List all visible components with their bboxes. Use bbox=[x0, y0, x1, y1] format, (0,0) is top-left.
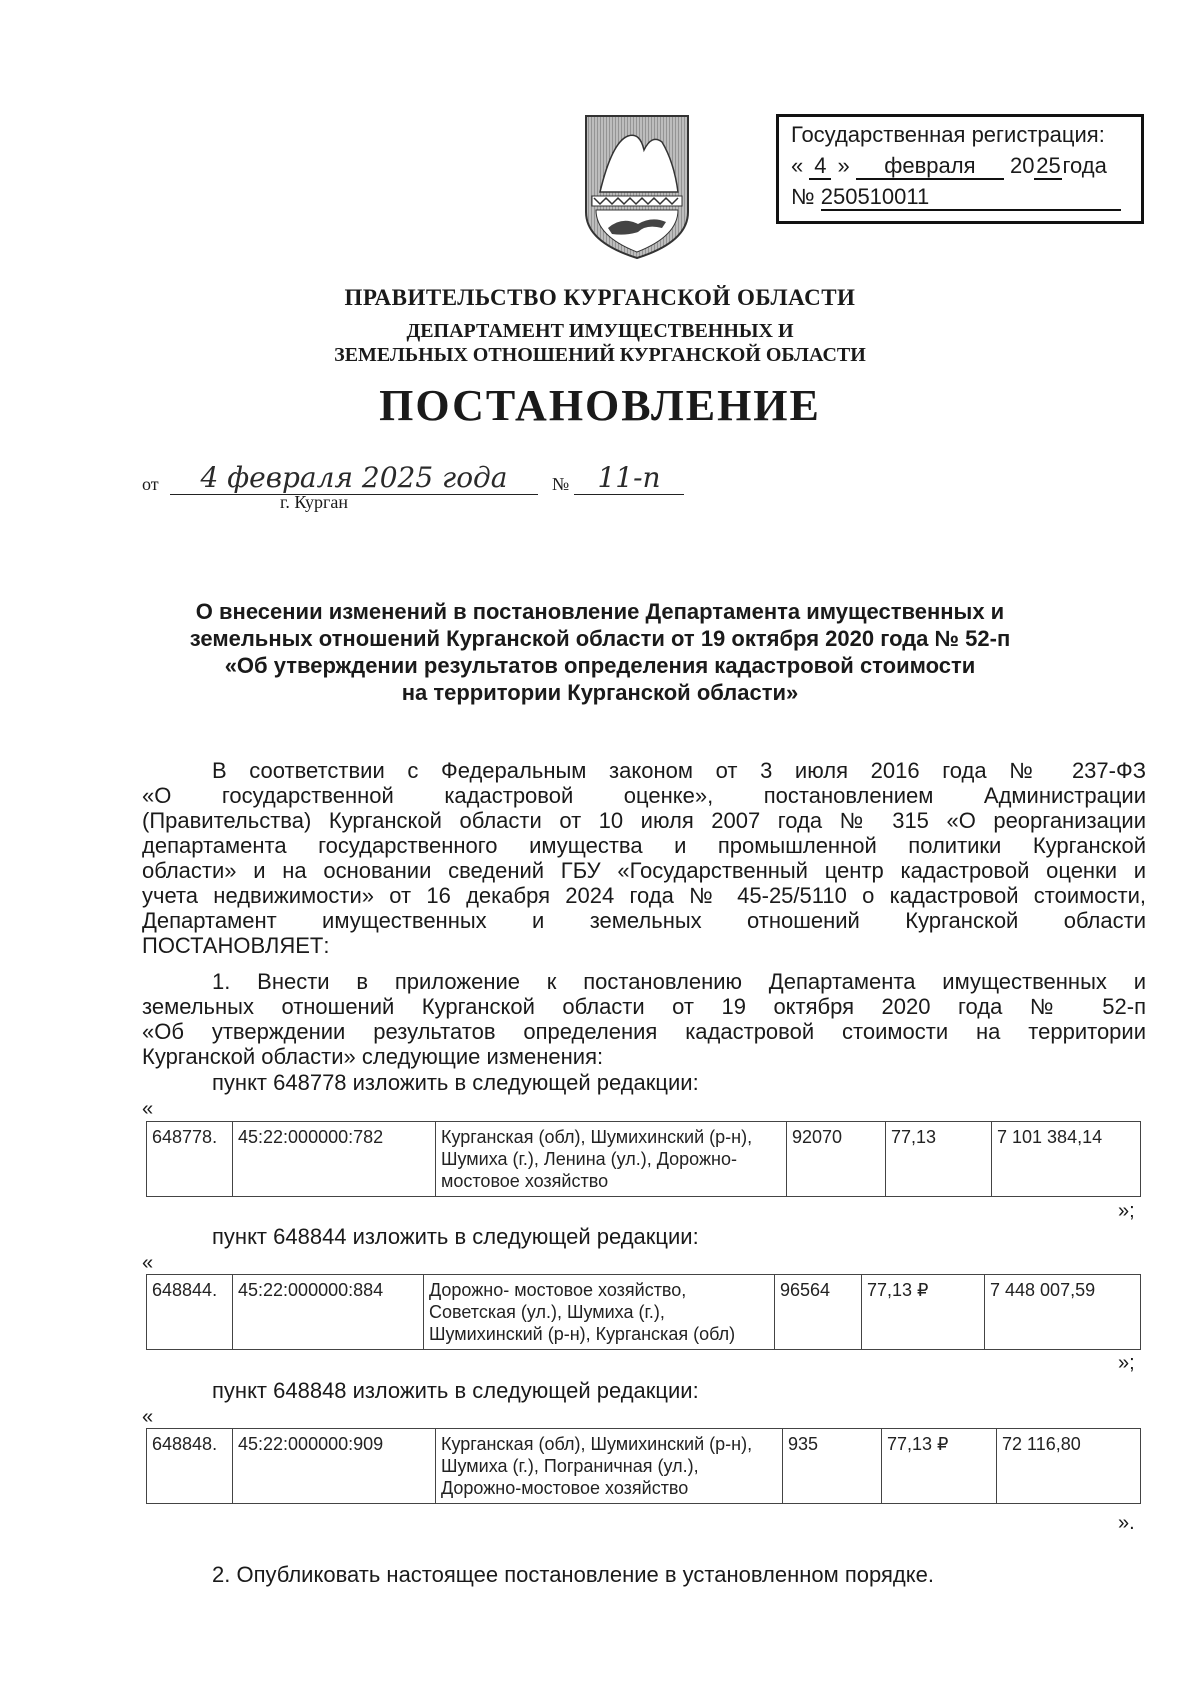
paragraph-line: ПОСТАНОВЛЯЕТ: bbox=[142, 933, 330, 958]
table-row bbox=[147, 1122, 1141, 1197]
paragraph-line: учета недвижимости» от 16 декабря 2024 года № 45-25/5110 о кадастровой стоимости, bbox=[142, 883, 1146, 908]
paragraph-line: Департамент имущественных и земельных отношений Курганской области bbox=[142, 908, 1146, 933]
subject-line: земельных отношений Курганской области от 19 октября 2020 года № 52-п bbox=[189, 626, 1011, 651]
registration-year-word: года bbox=[1062, 153, 1107, 178]
registration-year-suffix: 25 bbox=[1036, 153, 1061, 178]
subject-line: О внесении изменений в постановление Департамента имущественных и bbox=[195, 599, 1005, 624]
cell-cadastral-number: 45:22:000000:909 bbox=[233, 1429, 436, 1504]
paragraph-line: «О государственной кадастровой оценке», постановлением Администрации bbox=[142, 783, 1146, 808]
paragraph-line: Курганской области» следующие изменения: bbox=[142, 1044, 604, 1069]
close-quote: ». bbox=[1118, 1512, 1135, 1534]
coat-of-arms-emblem bbox=[582, 112, 692, 262]
resolution-item-1 bbox=[142, 969, 1146, 1069]
cell-address: Курганская (обл), Шумихинский (р-н), Шумиха (г.), Ленина (ул.), Дорожно- мостовое хозяйство bbox=[436, 1122, 787, 1197]
cell-address: Дорожно- мостовое хозяйство, Советская (ул.), Шумиха (г.), Шумихинский (р-н), Курганская (обл) bbox=[424, 1275, 775, 1350]
amendment-label: пункт 648844 изложить в следующей редакции: bbox=[212, 1224, 699, 1249]
cell-rate: 77,13 bbox=[886, 1122, 992, 1197]
cell-number: 648778. bbox=[147, 1122, 233, 1197]
amendment-label: пункт 648778 изложить в следующей редакции: bbox=[212, 1070, 699, 1095]
paragraph-line: (Правительства) Курганской области от 10 июля 2007 года № 315 «О реорганизации bbox=[142, 808, 1146, 833]
document-subject bbox=[0, 598, 1200, 706]
cell-number: 648848. bbox=[147, 1429, 233, 1504]
close-quote: »; bbox=[1118, 1352, 1135, 1374]
subject-line: на территории Курганской области» bbox=[401, 680, 799, 705]
date-prefix: от bbox=[142, 474, 159, 494]
paragraph-line: В соответствии с Федеральным законом от 3 июля 2016 года № 237-ФЗ bbox=[212, 758, 1146, 783]
cell-area: 935 bbox=[783, 1429, 882, 1504]
cell-area: 96564 bbox=[775, 1275, 862, 1350]
handwritten-number: 11-п bbox=[574, 462, 684, 495]
subject-line: «Об утверждении результатов определения кадастровой стоимости bbox=[224, 653, 976, 678]
number-prefix: № bbox=[552, 474, 570, 494]
cell-value: 72 116,80 bbox=[997, 1429, 1141, 1504]
registration-title: Государственная регистрация: bbox=[791, 122, 1105, 147]
department-name-line2: ЗЕМЕЛЬНЫХ ОТНОШЕНИЙ КУРГАНСКОЙ ОБЛАСТИ bbox=[334, 344, 866, 366]
open-quote: « bbox=[142, 1406, 154, 1428]
table-row bbox=[147, 1429, 1141, 1504]
paragraph-line: «Об утверждении результатов определения кадастровой стоимости на территории bbox=[142, 1019, 1146, 1044]
cell-cadastral-number: 45:22:000000:884 bbox=[233, 1275, 424, 1350]
paragraph-line: департамента государственного имущества и промышленной политики Курганской bbox=[142, 833, 1146, 858]
paragraph-line: 1. Внести в приложение к постановлению Департамента имущественных и bbox=[212, 969, 1146, 994]
cell-number: 648844. bbox=[147, 1275, 233, 1350]
table-row bbox=[147, 1275, 1141, 1350]
city: г. Курган bbox=[280, 492, 349, 512]
registration-month: февраля bbox=[856, 154, 1004, 180]
preamble-paragraph bbox=[142, 758, 1146, 958]
cadastral-table bbox=[146, 1274, 1141, 1350]
registration-number: 250510011 bbox=[821, 185, 1121, 211]
cadastral-table bbox=[146, 1428, 1141, 1504]
registration-day: 4 bbox=[809, 154, 831, 180]
registration-day-open: « bbox=[791, 153, 804, 178]
cell-cadastral-number: 45:22:000000:782 bbox=[233, 1122, 436, 1197]
registration-number-prefix: № bbox=[791, 184, 815, 209]
close-quote: »; bbox=[1118, 1200, 1135, 1222]
government-title: ПРАВИТЕЛЬСТВО КУРГАНСКОЙ ОБЛАСТИ bbox=[344, 285, 856, 310]
department-name-line1: ДЕПАРТАМЕНТ ИМУЩЕСТВЕННЫХ И bbox=[406, 320, 794, 342]
document-type-title: ПОСТАНОВЛЕНИЕ bbox=[379, 381, 821, 430]
paragraph-line: земельных отношений Курганской области от 19 октября 2020 года № 52-п bbox=[142, 994, 1146, 1019]
cell-value: 7 448 007,59 bbox=[985, 1275, 1141, 1350]
handwritten-date: 4 февраля 2025 года bbox=[170, 462, 538, 495]
amendment-label: пункт 648848 изложить в следующей редакции: bbox=[212, 1378, 699, 1403]
registration-day-close: » bbox=[837, 153, 850, 178]
registration-date bbox=[791, 150, 1141, 181]
cell-value: 7 101 384,14 bbox=[992, 1122, 1141, 1197]
cadastral-table bbox=[146, 1121, 1141, 1197]
cell-area: 92070 bbox=[787, 1122, 886, 1197]
date-number-line bbox=[142, 462, 702, 502]
open-quote: « bbox=[142, 1098, 154, 1120]
registration-number-row bbox=[791, 181, 1141, 212]
paragraph-line: области» и на основании сведений ГБУ «Государственный центр кадастровой оценки и bbox=[142, 858, 1146, 883]
cell-address: Курганская (обл), Шумихинский (р-н), Шумиха (г.), Пограничная (ул.), Дорожно-мостовое хозяйство bbox=[436, 1429, 783, 1504]
cell-rate: 77,13 ₽ bbox=[862, 1275, 985, 1350]
registration-stamp bbox=[776, 114, 1144, 224]
registration-year-prefix: 20 bbox=[1010, 153, 1035, 178]
open-quote: « bbox=[142, 1252, 154, 1274]
resolution-item-2: 2. Опубликовать настоящее постановление в установленном порядке. bbox=[212, 1562, 934, 1587]
cell-rate: 77,13 ₽ bbox=[882, 1429, 997, 1504]
